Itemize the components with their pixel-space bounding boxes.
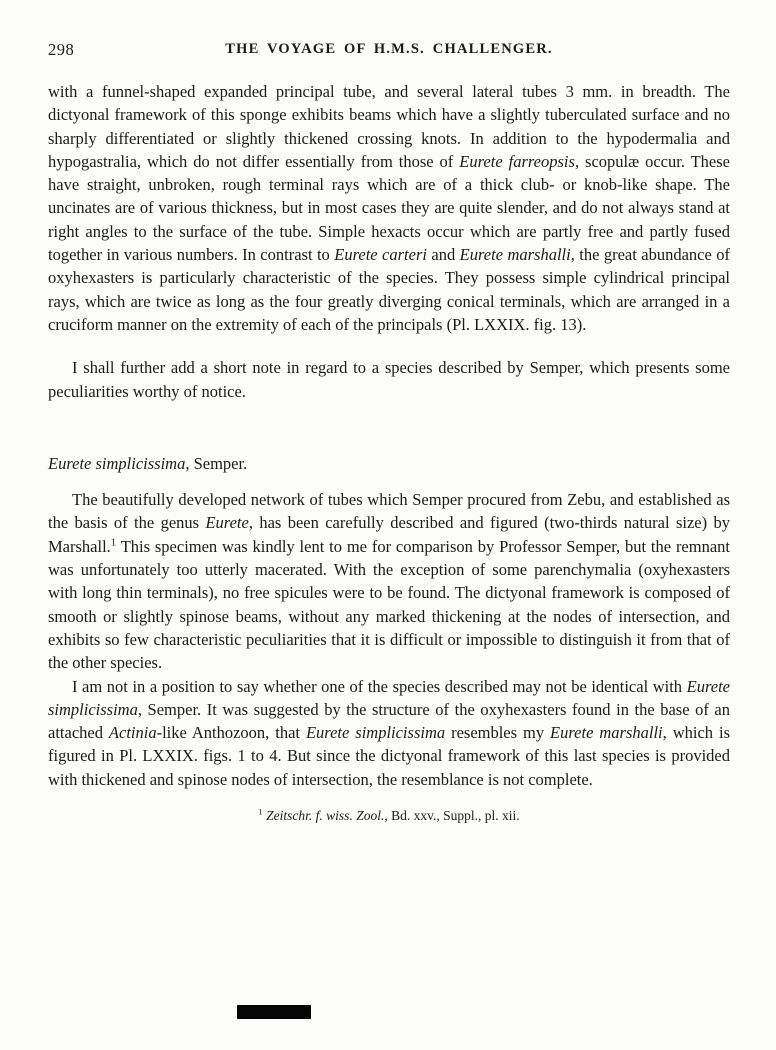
running-header — [48, 40, 730, 62]
species-heading: Eurete simplicissima, Semper. — [48, 453, 248, 473]
body-paragraph-2: I shall further add a short note in regard to a species described by Semper, which presents some peculiarities worthy of notice. — [48, 358, 730, 401]
body-paragraph-4: I am not in a position to say whether one of the species described may not be identical with Eurete simplicissima, Semper. It was suggested by the structure of the oxyhexasters found in the base of an attached Actinia-like Anthozoon, that Eurete simplicissima resembles my Eurete marshalli, which is figured in Pl. LXXIX. figs. 1 to 4. But since the dictyonal framework of this last species is provided with thickened and spinose nodes of intersection, the resemblance is not complete. — [48, 676, 730, 789]
footnote: $^1$ Zeitschr. f. wiss. Zool., Bd. xxv., Suppl., pl. xii. — [258, 806, 520, 824]
body-paragraph-3: The beautifully developed network of tubes which Semper procured from Zebu, and established as the basis of the genus Eurete, has been carefully described and figured (two-thirds natural size) by Marshall.$^1$ This specimen was kindly lent to me for comparison by Professor Semper, but the remnant was unfortunately too utterly macerated. With the exception of some parenchymalia (oxyhexasters with long thin terminals), no free spicules were to be found. The dictyonal framework is composed of smooth or slightly spinose beams, without any marked thickening at the nodes of intersection, and exhibits so few characteristic peculiarities that it is difficult or impossible to distinguish it from that of the other species. — [48, 490, 730, 673]
running-header-title: THE VOYAGE OF H.M.S. CHALLENGER. — [225, 41, 553, 57]
text-block — [48, 80, 730, 825]
page-number: 298 — [48, 40, 75, 59]
body-paragraph-1: with a funnel-shaped expanded principal tube, and several lateral tubes 3 mm. in breadth. The dictyonal framework of this sponge exhibits beams which have a slightly tuberculated surface and no sharply differentiated or slightly thickened crossing knots. In addition to the hypodermalia and hypogastralia, which do not differ essentially from those of Eurete farreopsis, scopulæ occur. These have straight, unbroken, rough terminal rays which are of a thick club- or knob-like shape. The uncinates are of various thickness, but in most cases they are quite slender, and do not always stand at right angles to the surface of the tube. Simple hexacts occur which are partly free and partly fused together in various numbers. In contrast to Eurete carteri and Eurete marshalli, the great abundance of oxyhexasters is particularly characteristic of the species. They possess simple cylindrical principal rays, which are twice as long as the four greatly diverging conical terminals, which are arranged in a cruciform manner on the extremity of each of the principals (Pl. LXXIX. fig. 13). — [48, 82, 731, 334]
scan-artifact — [237, 1005, 311, 1019]
